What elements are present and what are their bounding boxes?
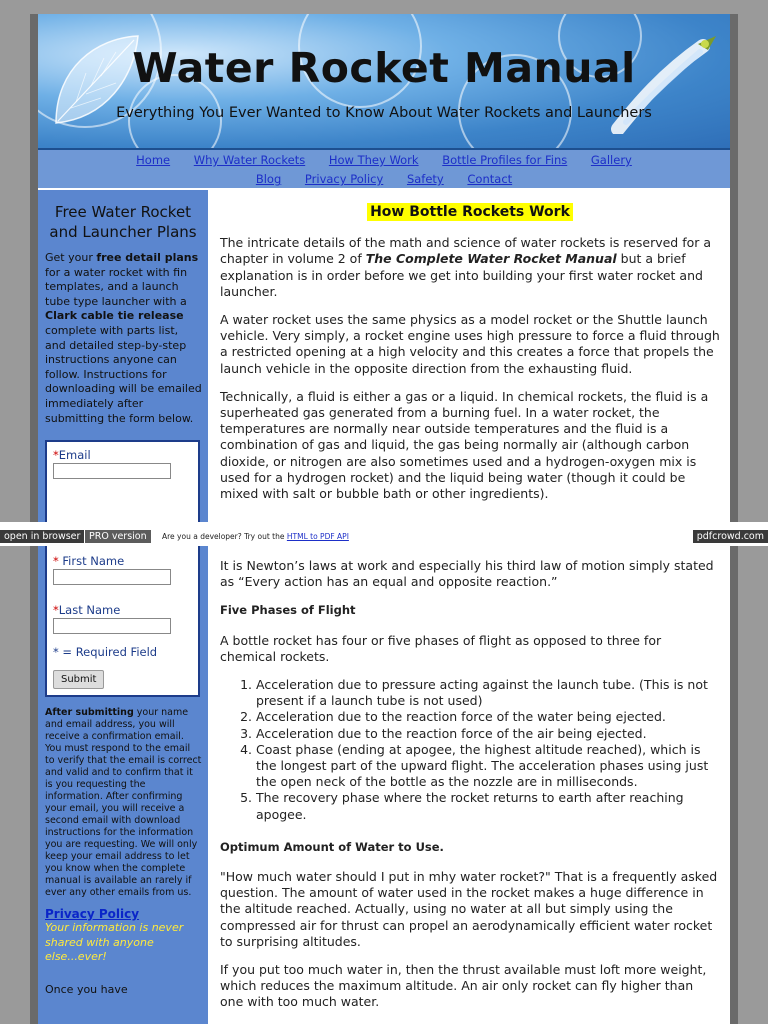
nav-link-blog[interactable]: Blog: [255, 172, 282, 186]
intro-text: Get your: [45, 251, 97, 264]
paragraph: Technically, a fluid is either a gas or a liquid. In chemical rockets, the fluid is a superheated gas generated from a burning fuel. In a water rocket, the temperatures are normally near outside temperatures and the fluid is a combination of gas and liquid, the gas being normally air (although carbon dioxide, or nitrogen are also sometimes used and a hydrogen-oxygen mix is used for a hydrogen rocket) and the liquid being water (though it could be mixed with salt or bubble bath or other ingredients).: [220, 388, 709, 502]
site-tagline: Everything You Ever Wanted to Know About Water Rockets and Launchers: [116, 105, 652, 121]
page-border-left: [30, 14, 38, 522]
intro-bold: Clark cable tie release: [45, 309, 184, 323]
paragraph: A water rocket uses the same physics as a model rocket or the Shuttle launch vehicle. Very simply, a rocket engine uses high pressure to force a fluid through a restricted opening at a high velocity and this creates a force that propels the launch vehicle in the opposite direction from the exhausting fluid.: [220, 312, 720, 376]
nav-link-privacy-policy[interactable]: Privacy Policy: [304, 172, 384, 186]
nav-bar: [38, 150, 730, 188]
signup-form: [45, 546, 200, 697]
site-header: [38, 14, 730, 150]
nav-link-bottle-profiles[interactable]: Bottle Profiles for Fins: [442, 153, 568, 167]
pdf-page-2: [38, 546, 730, 1024]
developer-note: [162, 532, 349, 541]
subheading-five-phases: Five Phases of Flight: [220, 603, 356, 618]
p1-text: The intricate details of the math and science of water rockets is reserved for a chapter in volume 2 of: [220, 235, 712, 267]
intro-bold: free detail plans: [96, 251, 199, 264]
main-content: [220, 558, 720, 1023]
required-note: * = Required Field: [53, 645, 158, 659]
required-asterisk: *: [53, 554, 59, 568]
nav-link-contact[interactable]: Contact: [467, 172, 513, 186]
developer-text: Are you a developer? Try out the: [162, 532, 287, 541]
open-in-browser-button[interactable]: open in browser: [0, 530, 84, 543]
nav-link-safety[interactable]: Safety: [406, 172, 444, 186]
after-submit-bold: After submitting: [45, 707, 134, 718]
sidebar-intro: [45, 251, 202, 426]
paragraph: [220, 235, 720, 300]
list-item: 5. The recovery phase where the rocket returns to earth after reaching apogee.: [256, 790, 720, 822]
list-item: 1. Acceleration due to pressure acting against the launch tube. (This is not present if a launch tube is not used): [256, 677, 720, 709]
privacy-note: Your information is never shared with anyone else...ever!: [45, 921, 184, 963]
pdf-page-1: [38, 14, 730, 522]
phases-list: [220, 677, 720, 823]
first-name-field[interactable]: [53, 569, 171, 585]
intro-text: for a water rocket with fin templates, and a launch tube type launcher with a: [45, 265, 188, 308]
article-heading: How Bottle Rockets Work: [367, 203, 573, 221]
heading-wrap: [220, 204, 720, 220]
email-label-text: Email: [58, 448, 91, 463]
subheading-optimum-water: Optimum Amount of Water to Use.: [220, 839, 444, 854]
last-name-field[interactable]: [53, 618, 171, 634]
paragraph: A bottle rocket has four or five phases of flight as opposed to three for chemical rockets.: [220, 632, 662, 664]
paragraph: It is Newton’s laws at work and especially his third law of motion simply stated as “Every action has an equal and opposite reaction.”: [220, 558, 714, 590]
sidebar: [38, 190, 208, 522]
after-submit-text: [45, 707, 202, 899]
nav-row: [38, 150, 730, 169]
email-label: [53, 448, 192, 462]
list-item: 3. Acceleration due to the reaction force of the air being ejected.: [256, 726, 720, 742]
page-border-left: [30, 546, 38, 1024]
html-to-pdf-link[interactable]: HTML to PDF API: [286, 532, 349, 541]
main-content: [220, 204, 720, 514]
intro-text: complete with parts list, and detailed step-by-step instructions anyone can follow. Instructions for downloading will be emailed immediately after submitting the form below.: [45, 323, 202, 425]
sidebar-title: Free Water Rocket and Launcher Plans: [49, 203, 197, 241]
list-item: 4. Coast phase (ending at apogee, the highest altitude reached), which is the longest part of the upward flight. The acceleration phases using just the open neck of the bottle as the nozzle are in milliseconds.: [256, 742, 720, 791]
site-title: Water Rocket Manual: [132, 44, 636, 92]
last-name-label-text: Last Name: [58, 603, 121, 617]
nav-link-gallery[interactable]: Gallery: [590, 153, 632, 167]
nav-row: [38, 169, 730, 188]
submit-wrap: [53, 667, 192, 689]
pdfcrowd-brand-button[interactable]: pdfcrowd.com: [693, 530, 768, 543]
after-submit-body: your name and email address, you will receive a confirmation email. You must respond to the email to verify that the email is correct and valid and to confirm that it is you requesting the information. After confirming your email, you will receive a second email with download instructions for the information you are requesting. We will only keep your email address to let you know when the complete manual is available an rarely if ever any other emails from us.: [45, 707, 202, 898]
page-border-right: [730, 546, 738, 1024]
nav-link-home[interactable]: Home: [136, 153, 171, 167]
privacy-policy-link[interactable]: Privacy Policy: [45, 907, 140, 921]
paragraph: If you put too much water in, then the thrust available must loft more weight, which reduces the maximum altitude. An air only rocket can fly higher than one with too much water.: [220, 962, 707, 1010]
email-field[interactable]: [53, 463, 171, 479]
last-name-label: [53, 603, 192, 617]
sidebar: [38, 546, 208, 1024]
first-name-label: [53, 554, 192, 568]
p1-text: but a brief explanation is in order before we get into building your first water rocket and launcher.: [220, 251, 703, 299]
submit-button[interactable]: Submit: [53, 670, 104, 689]
list-item: 2. Acceleration due to the reaction force of the water being ejected.: [256, 709, 720, 725]
once-text: Once you have: [45, 982, 128, 996]
page-border-right: [730, 14, 738, 522]
nav-link-how-they-work[interactable]: How They Work: [328, 153, 419, 167]
required-asterisk: *: [53, 603, 59, 617]
pro-version-button[interactable]: PRO version: [85, 530, 151, 543]
pdfcrowd-bar: [0, 522, 768, 546]
book-title: The Complete Water Rocket Manual: [365, 251, 617, 267]
required-asterisk: *: [53, 448, 59, 463]
first-name-label-text: First Name: [62, 554, 125, 568]
nav-link-why-water-rockets[interactable]: Why Water Rockets: [193, 153, 306, 167]
paragraph: "How much water should I put in mhy water rocket?" That is a frequently asked question. The amount of water used in the rocket makes a huge difference in the altitude reached. Actually, using no water at all but simply using the compressed air for thrust can propel an aerodynamically efficient water rocket to surprising altitudes.: [220, 869, 718, 949]
